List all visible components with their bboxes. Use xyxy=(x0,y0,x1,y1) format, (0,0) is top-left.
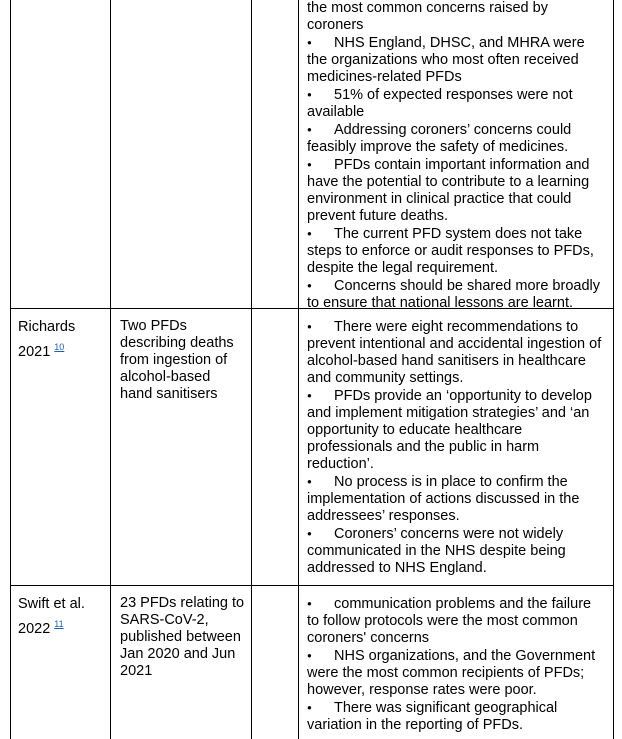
finding-line xyxy=(307,260,607,277)
finding-text: reduction’. xyxy=(307,456,374,472)
finding-text: to ensure that national lessons are learnt. xyxy=(307,295,573,311)
description-line: Jan 2020 and Jun xyxy=(120,646,236,662)
finding-text: opportunity to educate healthcare xyxy=(307,422,523,438)
finding-text: available xyxy=(307,104,365,120)
bullet-icon: ● xyxy=(307,599,312,608)
bullet-icon: ● xyxy=(307,281,312,290)
finding-text: PFDs provide an ‘opportunity to develop xyxy=(334,388,592,404)
finding-text: despite the legal requirement. xyxy=(307,260,499,276)
finding-text: prevent intentional and accidental ingestion of xyxy=(307,336,602,352)
row3-author xyxy=(18,595,103,639)
finding-line xyxy=(307,295,607,312)
finding-bullet-line xyxy=(307,225,607,243)
finding-bullet-line xyxy=(307,86,607,104)
bullet-icon: ● xyxy=(307,90,312,99)
finding-text: variation in the reporting of PFDs. xyxy=(307,717,523,733)
bullet-icon: ● xyxy=(307,651,312,660)
finding-text: addressees’ responses. xyxy=(307,508,460,524)
finding-line xyxy=(307,370,607,387)
finding-line xyxy=(307,191,607,208)
finding-text: feasibly improve the safety of medicines. xyxy=(307,139,569,155)
column-divider-1 xyxy=(110,0,111,739)
description-line: published between xyxy=(120,629,241,645)
finding-line xyxy=(307,208,607,225)
row3-description xyxy=(120,595,248,680)
finding-bullet-line xyxy=(307,277,607,295)
row2-description xyxy=(120,318,248,403)
finding-text: 51% of expected responses were not xyxy=(334,87,573,103)
finding-text: coroners xyxy=(307,17,364,33)
finding-bullet-line xyxy=(307,595,607,613)
finding-text: environment in clinical practice that could xyxy=(307,191,572,207)
finding-bullet-line xyxy=(307,34,607,52)
finding-text: NHS England, DHSC, and MHRA were xyxy=(334,35,585,51)
finding-bullet-line xyxy=(307,318,607,336)
finding-bullet-line xyxy=(307,156,607,174)
finding-line xyxy=(307,422,607,439)
row-divider-2 xyxy=(10,585,614,586)
author-year: 2022 xyxy=(18,620,51,637)
bullet-icon: ● xyxy=(307,391,312,400)
finding-text: to follow protocols were the most common xyxy=(307,613,578,629)
finding-text: steps to enforce or audit responses to PFDs, xyxy=(307,243,594,259)
bullet-icon: ● xyxy=(307,529,312,538)
finding-text: Coroners’ concerns were not widely xyxy=(334,526,564,542)
finding-line xyxy=(307,560,607,577)
bullet-icon: ● xyxy=(307,477,312,486)
finding-text: and implement mitigation strategies’ and ‘an xyxy=(307,405,590,421)
finding-line xyxy=(307,630,607,647)
description-line: Two PFDs xyxy=(120,318,187,334)
finding-text: and community settings. xyxy=(307,370,464,386)
bullet-icon: ● xyxy=(307,703,312,712)
description-line: hand sanitisers xyxy=(120,386,218,402)
reference-link[interactable]: 10 xyxy=(54,342,65,352)
finding-text: were the most common recipients of PFDs; xyxy=(307,665,585,681)
reference-link[interactable]: 11 xyxy=(54,619,64,629)
description-line: describing deaths xyxy=(120,335,234,351)
description-line: 2021 xyxy=(120,663,153,679)
finding-line xyxy=(307,682,607,699)
column-divider-3 xyxy=(298,0,299,739)
finding-text: professionals and the public in harm xyxy=(307,439,540,455)
finding-text: There were eight recommendations to xyxy=(334,319,579,335)
finding-line xyxy=(307,52,607,69)
finding-bullet-line xyxy=(307,699,607,717)
finding-text: the organizations who most often received xyxy=(307,52,579,68)
finding-text: addressed to NHS England. xyxy=(307,560,487,576)
finding-line xyxy=(307,491,607,508)
author-name: Swift et al. xyxy=(18,596,85,612)
finding-text: however, response rates were poor. xyxy=(307,682,537,698)
finding-bullet-line xyxy=(307,647,607,665)
row3-findings xyxy=(307,595,607,734)
finding-line xyxy=(307,69,607,86)
finding-line xyxy=(307,336,607,353)
finding-line xyxy=(307,613,607,630)
finding-line xyxy=(307,353,607,370)
finding-text: The current PFD system does not take xyxy=(334,226,583,242)
bullet-icon: ● xyxy=(307,125,312,134)
finding-line xyxy=(307,717,607,734)
finding-text: coroners' concerns xyxy=(307,630,430,646)
bullet-icon: ● xyxy=(307,38,312,47)
finding-line xyxy=(307,508,607,525)
finding-line xyxy=(307,104,607,121)
author-name: Richards xyxy=(18,319,76,335)
finding-text: Addressing coroners’ concerns could xyxy=(334,122,572,138)
finding-text: communicated in the NHS despite being xyxy=(307,543,566,559)
finding-text: communication problems and the failure xyxy=(334,596,592,612)
finding-text: have the potential to contribute to a learning xyxy=(307,174,590,190)
finding-bullet-line xyxy=(307,121,607,139)
finding-text: There was significant geographical xyxy=(334,700,558,716)
row2-findings xyxy=(307,318,607,577)
finding-text: Concerns should be shared more broadly xyxy=(334,278,600,294)
finding-text: implementation of actions discussed in the xyxy=(307,491,580,507)
description-line: alcohol-based xyxy=(120,369,211,385)
finding-line xyxy=(307,665,607,682)
bullet-icon: ● xyxy=(307,229,312,238)
table-border-right xyxy=(613,0,614,739)
finding-line xyxy=(307,17,607,34)
description-line: SARS-CoV-2, xyxy=(120,612,209,628)
row1-findings xyxy=(307,0,607,312)
finding-bullet-line xyxy=(307,387,607,405)
bullet-icon: ● xyxy=(307,160,312,169)
finding-text: the most common concerns raised by xyxy=(307,0,548,16)
finding-text: alcohol-based hand sanitisers in healthcare xyxy=(307,353,586,369)
finding-text: prevent future deaths. xyxy=(307,208,449,224)
column-divider-2 xyxy=(251,0,252,739)
finding-line xyxy=(307,0,607,17)
finding-text: medicines-related PFDs xyxy=(307,69,462,85)
finding-line xyxy=(307,456,607,473)
finding-text: No process is in place to confirm the xyxy=(334,474,568,490)
finding-text: PFDs contain important information and xyxy=(334,157,590,173)
table-border-left xyxy=(10,0,11,739)
finding-line xyxy=(307,543,607,560)
description-line: from ingestion of xyxy=(120,352,228,368)
author-year: 2021 xyxy=(18,343,51,360)
finding-line xyxy=(307,439,607,456)
finding-line xyxy=(307,243,607,260)
finding-line xyxy=(307,139,607,156)
row2-author xyxy=(18,318,103,362)
finding-bullet-line xyxy=(307,525,607,543)
finding-line xyxy=(307,405,607,422)
finding-text: NHS organizations, and the Government xyxy=(334,648,596,664)
finding-line xyxy=(307,174,607,191)
bullet-icon: ● xyxy=(307,322,312,331)
description-line: 23 PFDs relating to xyxy=(120,595,245,611)
finding-bullet-line xyxy=(307,473,607,491)
